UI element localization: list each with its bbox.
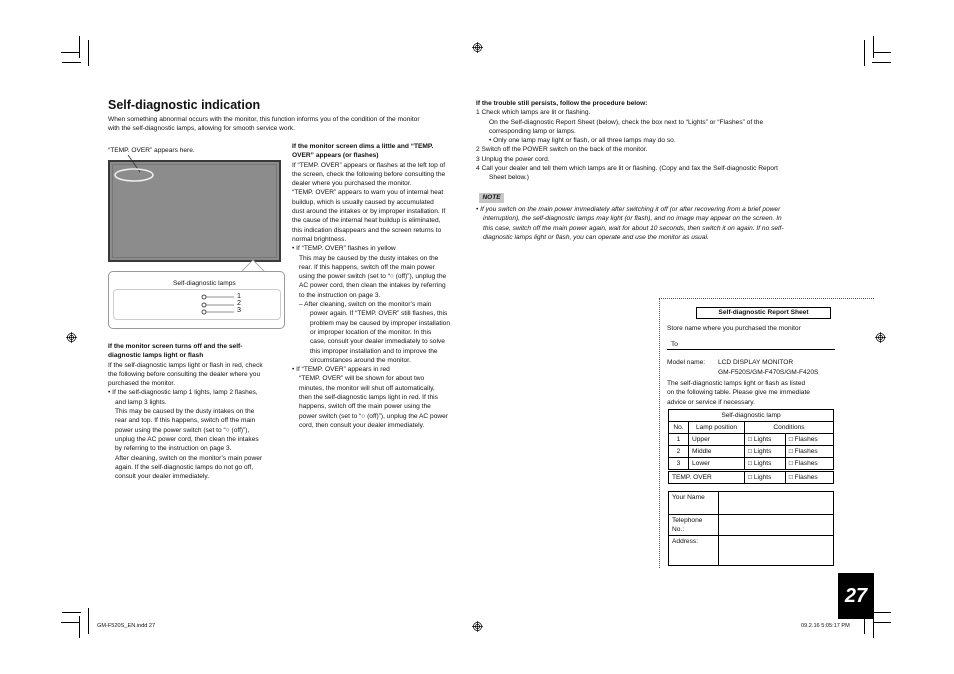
table-row: 1 Upper □ Lights □ Flashes xyxy=(669,434,834,446)
section-dim: If the monitor screen dims a little and “TEMP. OVER” appears (or flashes) If “TEMP. OVER” appears or flashes at the left top of the screen, check the following before consulting the dealer where you purchased the monitor. “TEMP. OVER” appears to warn you of internal heat buildup, which is usually caused by accumulated dust around the intakes or by improper installation. If the cause of the internal heat buildup is eliminated, this indication disappears and the screen returns to normal brightness. • If “TEMP. OVER” flashes in yellow This may be caused by the dusty intakes on the rear. If this happens, switch off the main power using the power switch (set to “○ (off)”), unplug the AC power cord, then clean the intakes by referring to the instruction on page 3. – After cleaning, switch on the monitor’s main power again. If “TEMP. OVER” still flashes, this problem may be caused by improper installation or improper location of the monitor. In this case, consult your dealer immediately to solve this improper installation and to improve the circumstances around the monitor. • If “TEMP. OVER” appears in red “TEMP. OVER” will be shown for about two minutes, the monitor will shut off automatically, then the self-diagnostic lamps light in red. If this happens, switch off the main power using the power switch (set to “○ (off)”), unplug the AC power cord, then consult your dealer immediately. xyxy=(292,143,451,429)
model-value-2: GM-F520S/GM-F470S/GM-F420S xyxy=(718,369,819,376)
to-label: To xyxy=(671,341,678,348)
model-label: Model name: xyxy=(667,359,706,366)
crop-mark xyxy=(872,612,891,613)
crop-mark xyxy=(864,40,865,66)
crop-mark xyxy=(873,52,891,53)
crop-mark xyxy=(79,616,80,638)
note-badge: NOTE xyxy=(479,193,504,203)
flashes-checkbox[interactable]: □ Flashes xyxy=(785,472,833,484)
registration-mark-icon xyxy=(66,332,77,343)
footer-timestamp: 09.2.16 5:05:17 PM xyxy=(801,623,850,629)
crop-mark xyxy=(873,616,874,638)
crop-mark xyxy=(873,36,874,58)
figure-caption: “TEMP. OVER” appears here. xyxy=(108,147,195,154)
lamp-table xyxy=(668,409,834,470)
page-title: Self-diagnostic indication xyxy=(108,98,261,112)
crop-mark xyxy=(88,40,89,66)
lamp-table-title: Self-diagnostic lamp xyxy=(669,410,834,422)
footer-file: GM-F520S_EN.indd 27 xyxy=(97,623,156,629)
procedure-section: If the trouble still persists, follow the procedure below: 1 Check which lamps are lit or flashing. On the Self-diagnostic Report Sheet (below), check the box next to “Lights” or “Flashes” of the corresponding lamp or lamps. • Only one lamp may light or flash, or all three lamps may do so. 2 Switch off the POWER switch on the back of the monitor. 3 Unplug the power cord. 4 Call your dealer and tell them which lamps are lit or flashing. (Copy and fax the Self-diagnostic Report Sheet below.) xyxy=(476,100,778,182)
lamps-callout-label: Self-diagnostic lamps xyxy=(173,280,236,287)
crop-mark xyxy=(873,622,891,623)
crop-mark xyxy=(61,52,79,53)
page-number: 27 xyxy=(838,573,874,619)
lamps-callout xyxy=(108,271,285,329)
intro-text: When something abnormal occurs with the monitor, this function informs you of the condition of the monitor with the self-diagnostic lamps, allowing for smooth service work. xyxy=(108,116,420,133)
telephone-label: Telephone No.: xyxy=(669,515,719,536)
store-field[interactable] xyxy=(667,336,835,350)
your-name-field[interactable] xyxy=(719,492,834,515)
figure-callouts xyxy=(108,155,288,275)
temp-over-table xyxy=(668,471,834,484)
lights-checkbox[interactable]: □ Lights xyxy=(745,446,786,458)
flashes-checkbox[interactable]: □ Flashes xyxy=(785,446,833,458)
report-title: Self-diagnostic Report Sheet xyxy=(696,307,831,319)
col-no: No. xyxy=(669,422,689,434)
crop-mark xyxy=(62,612,81,613)
telephone-field[interactable] xyxy=(719,515,834,536)
address-label: Address: xyxy=(669,536,719,566)
crop-mark xyxy=(872,62,891,63)
report-instructions: The self-diagnostic lamps light or flash as listed on the following table. Please give me immediate advice or service if necessary. xyxy=(667,380,810,406)
cut-line-top xyxy=(659,298,874,299)
col-position: Lamp position xyxy=(689,422,745,434)
crop-mark xyxy=(79,36,80,58)
registration-mark-icon xyxy=(472,621,483,632)
col-conditions: Conditions xyxy=(745,422,834,434)
lights-checkbox[interactable]: □ Lights xyxy=(745,458,786,470)
lights-checkbox[interactable]: □ Lights xyxy=(745,472,786,484)
crop-mark xyxy=(88,608,89,634)
registration-mark-icon xyxy=(875,332,886,343)
crop-mark xyxy=(62,62,81,63)
crop-mark xyxy=(61,622,79,623)
model-value-1: LCD DISPLAY MONITOR xyxy=(718,359,794,366)
contact-table xyxy=(668,491,834,566)
your-name-label: Your Name xyxy=(669,492,719,515)
cut-line-left xyxy=(659,298,660,568)
note-text: • If you switch on the main power immediately after switching it off (or after recovering from a brief power interruption), the self-diagnostic lamps may light (or flash), and no image may appear on the screen. In this case, switch off the main power again, wait for about 10 seconds, then switch it on again. If no self- diagnostic lamps light or flash, you can operate and use the monitor as usual. xyxy=(476,206,784,241)
lamp-numbers: 1 2 3 xyxy=(237,291,241,315)
lamp-icons xyxy=(201,292,235,318)
section-red: If the monitor screen turns off and the self- diagnostic lamps light or flash If the self-diagnostic lamps light or flash in red, check the following before consulting the dealer where you purchased the monitor. • If the self-diagnostic lamp 1 lights, lamp 2 flashes, and lamp 3 lights. This may be caused by the dusty intakes on the rear and top. If this happens, switch off the main power using the power switch (set to “○ (off)”), unplug the AC power cord, then clean the intakes by referring to the instruction on page 3. After cleaning, switch on the monitor’s main power again. If the self-diagnostic lamps do not go off, consult your dealer immediately. xyxy=(108,343,263,481)
lamps-panel xyxy=(113,289,281,320)
table-row: TEMP. OVER □ Lights □ Flashes xyxy=(669,472,834,484)
table-row: 3 Lower □ Lights □ Flashes xyxy=(669,458,834,470)
registration-mark-icon xyxy=(472,42,483,53)
store-label: Store name where you purchased the monitor xyxy=(667,325,801,332)
address-field[interactable] xyxy=(719,536,834,566)
flashes-checkbox[interactable]: □ Flashes xyxy=(785,458,833,470)
flashes-checkbox[interactable]: □ Flashes xyxy=(785,434,833,446)
lights-checkbox[interactable]: □ Lights xyxy=(745,434,786,446)
table-row: 2 Middle □ Lights □ Flashes xyxy=(669,446,834,458)
